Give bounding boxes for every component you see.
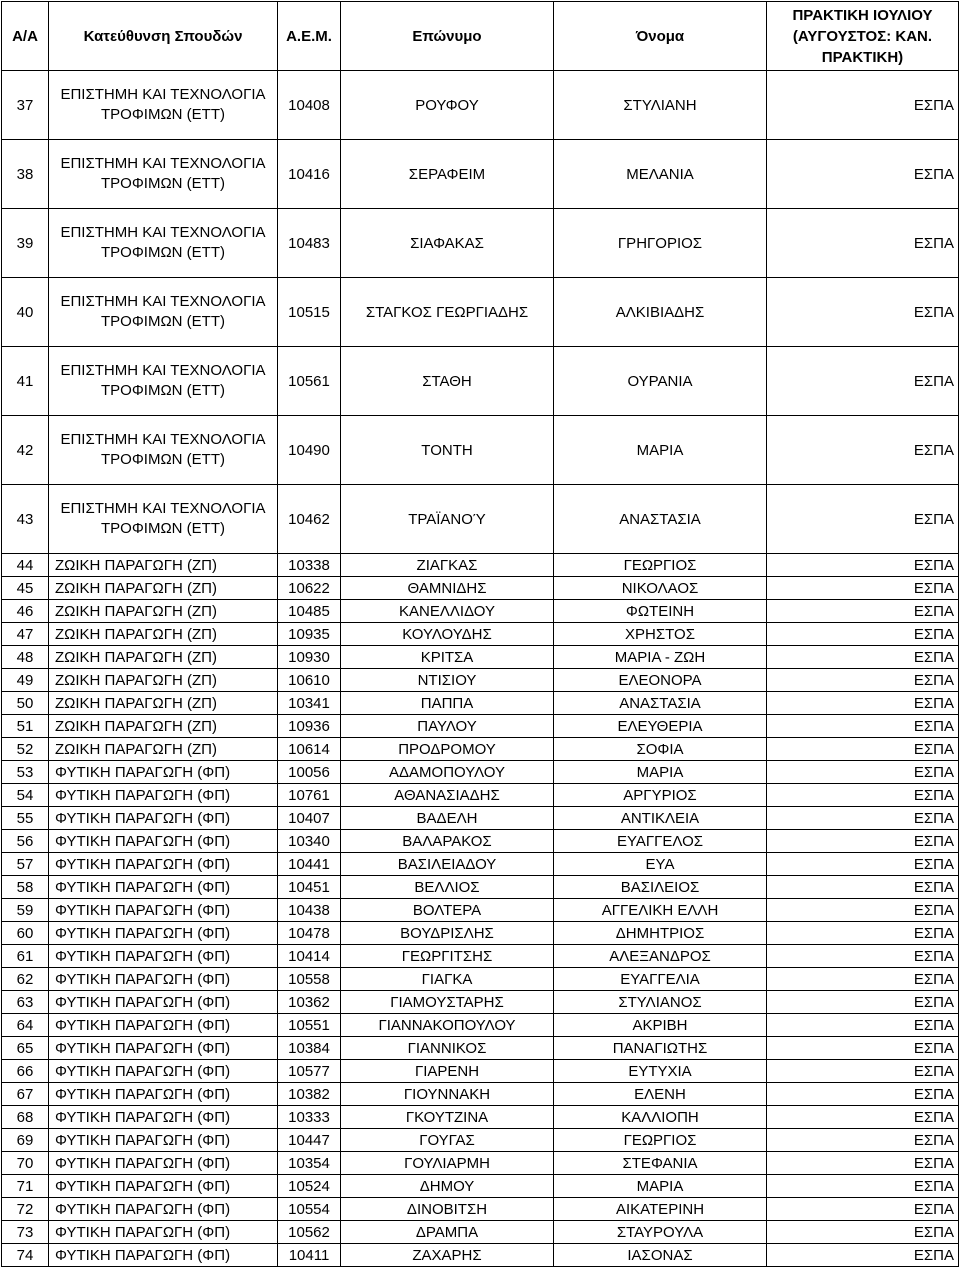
row-number: 37	[2, 71, 49, 140]
row-aem: 10562	[278, 1221, 341, 1244]
row-specialty: ΦΥΤΙΚΗ ΠΑΡΑΓΩΓΗ (ΦΠ)	[49, 1106, 278, 1129]
row-name: ΚΑΛΛΙΟΠΗ	[554, 1106, 767, 1129]
row-number: 70	[2, 1152, 49, 1175]
row-specialty: ΕΠΙΣΤΗΜΗ ΚΑΙ ΤΕΧΝΟΛΟΓΙΑ ΤΡΟΦΙΜΩΝ (ΕΤΤ)	[49, 278, 278, 347]
row-aem: 10382	[278, 1083, 341, 1106]
row-funding: ΕΣΠΑ	[767, 1221, 959, 1244]
row-number: 51	[2, 715, 49, 738]
row-name: ΜΑΡΙΑ	[554, 416, 767, 485]
row-name: ΣΤΕΦΑΝΙΑ	[554, 1152, 767, 1175]
row-aem: 10515	[278, 278, 341, 347]
row-aem: 10362	[278, 991, 341, 1014]
row-name: ΜΕΛΑΝΙΑ	[554, 140, 767, 209]
row-funding: ΕΣΠΑ	[767, 807, 959, 830]
row-specialty: ΕΠΙΣΤΗΜΗ ΚΑΙ ΤΕΧΝΟΛΟΓΙΑ ΤΡΟΦΙΜΩΝ (ΕΤΤ)	[49, 347, 278, 416]
row-specialty: ΦΥΤΙΚΗ ΠΑΡΑΓΩΓΗ (ΦΠ)	[49, 1221, 278, 1244]
row-surname: ΓΙΟΥΝΝΑΚΗ	[341, 1083, 554, 1106]
row-name: ΧΡΗΣΤΟΣ	[554, 623, 767, 646]
row-name: ΜΑΡΙΑ	[554, 1175, 767, 1198]
row-number: 73	[2, 1221, 49, 1244]
row-number: 67	[2, 1083, 49, 1106]
table-row	[2, 209, 959, 278]
table-row	[2, 1221, 959, 1244]
row-funding: ΕΣΠΑ	[767, 1244, 959, 1267]
row-aem: 10411	[278, 1244, 341, 1267]
row-aem: 10333	[278, 1106, 341, 1129]
row-name: ΑΚΡΙΒΗ	[554, 1014, 767, 1037]
table-row	[2, 853, 959, 876]
row-funding: ΕΣΠΑ	[767, 692, 959, 715]
table-row	[2, 1152, 959, 1175]
row-number: 59	[2, 899, 49, 922]
row-aem: 10478	[278, 922, 341, 945]
row-funding: ΕΣΠΑ	[767, 140, 959, 209]
row-specialty: ΦΥΤΙΚΗ ΠΑΡΑΓΩΓΗ (ΦΠ)	[49, 968, 278, 991]
table-row	[2, 1083, 959, 1106]
row-aem: 10340	[278, 830, 341, 853]
row-number: 53	[2, 761, 49, 784]
row-specialty: ΦΥΤΙΚΗ ΠΑΡΑΓΩΓΗ (ΦΠ)	[49, 1175, 278, 1198]
row-number: 62	[2, 968, 49, 991]
row-specialty: ΕΠΙΣΤΗΜΗ ΚΑΙ ΤΕΧΝΟΛΟΓΙΑ ΤΡΟΦΙΜΩΝ (ΕΤΤ)	[49, 71, 278, 140]
row-specialty: ΦΥΤΙΚΗ ΠΑΡΑΓΩΓΗ (ΦΠ)	[49, 1198, 278, 1221]
table-row	[2, 1060, 959, 1083]
row-number: 52	[2, 738, 49, 761]
row-number: 42	[2, 416, 49, 485]
row-name: ΕΛΕΥΘΕΡΙΑ	[554, 715, 767, 738]
row-surname: ΓΙΑΝΝΑΚΟΠΟΥΛΟΥ	[341, 1014, 554, 1037]
row-specialty: ΦΥΤΙΚΗ ΠΑΡΑΓΩΓΗ (ΦΠ)	[49, 922, 278, 945]
table-row	[2, 140, 959, 209]
table-row	[2, 784, 959, 807]
row-number: 47	[2, 623, 49, 646]
row-funding: ΕΣΠΑ	[767, 1037, 959, 1060]
row-aem: 10930	[278, 646, 341, 669]
row-name: ΑΡΓΥΡΙΟΣ	[554, 784, 767, 807]
row-specialty: ΖΩΙΚΗ ΠΑΡΑΓΩΓΗ (ΖΠ)	[49, 554, 278, 577]
row-funding: ΕΣΠΑ	[767, 715, 959, 738]
row-name: ΔΗΜΗΤΡΙΟΣ	[554, 922, 767, 945]
row-funding: ΕΣΠΑ	[767, 899, 959, 922]
table-row	[2, 968, 959, 991]
table-row	[2, 1014, 959, 1037]
row-number: 43	[2, 485, 49, 554]
row-funding: ΕΣΠΑ	[767, 968, 959, 991]
row-aem: 10558	[278, 968, 341, 991]
row-specialty: ΦΥΤΙΚΗ ΠΑΡΑΓΩΓΗ (ΦΠ)	[49, 1152, 278, 1175]
table-row	[2, 1037, 959, 1060]
row-specialty: ΦΥΤΙΚΗ ΠΑΡΑΓΩΓΗ (ΦΠ)	[49, 830, 278, 853]
row-surname: ΓΙΑΜΟΥΣΤΑΡΗΣ	[341, 991, 554, 1014]
row-funding: ΕΣΠΑ	[767, 991, 959, 1014]
row-name: ΕΛΕΝΗ	[554, 1083, 767, 1106]
row-funding: ΕΣΠΑ	[767, 646, 959, 669]
header-name: Όνομα	[554, 2, 767, 71]
row-name: ΜΑΡΙΑ - ΖΩΗ	[554, 646, 767, 669]
row-surname: ΒΟΥΔΡΙΣΛΗΣ	[341, 922, 554, 945]
row-number: 49	[2, 669, 49, 692]
table-row	[2, 761, 959, 784]
row-number: 57	[2, 853, 49, 876]
row-name: ΑΝΑΣΤΑΣΙΑ	[554, 692, 767, 715]
table-row	[2, 830, 959, 853]
row-name: ΣΤΥΛΙΑΝΟΣ	[554, 991, 767, 1014]
row-number: 64	[2, 1014, 49, 1037]
header-aem: Α.Ε.Μ.	[278, 2, 341, 71]
row-specialty: ΖΩΙΚΗ ΠΑΡΑΓΩΓΗ (ΖΠ)	[49, 646, 278, 669]
row-number: 55	[2, 807, 49, 830]
row-funding: ΕΣΠΑ	[767, 71, 959, 140]
header-specialty: Κατεύθυνση Σπουδών	[49, 2, 278, 71]
row-number: 58	[2, 876, 49, 899]
row-aem: 10338	[278, 554, 341, 577]
row-funding: ΕΣΠΑ	[767, 853, 959, 876]
row-aem: 10561	[278, 347, 341, 416]
row-specialty: ΦΥΤΙΚΗ ΠΑΡΑΓΩΓΗ (ΦΠ)	[49, 1083, 278, 1106]
row-number: 71	[2, 1175, 49, 1198]
row-specialty: ΖΩΙΚΗ ΠΑΡΑΓΩΓΗ (ΖΠ)	[49, 623, 278, 646]
row-funding: ΕΣΠΑ	[767, 577, 959, 600]
row-number: 72	[2, 1198, 49, 1221]
row-specialty: ΦΥΤΙΚΗ ΠΑΡΑΓΩΓΗ (ΦΠ)	[49, 945, 278, 968]
row-aem: 10622	[278, 577, 341, 600]
row-name: ΓΕΩΡΓΙΟΣ	[554, 1129, 767, 1152]
row-number: 50	[2, 692, 49, 715]
table-row	[2, 738, 959, 761]
row-number: 44	[2, 554, 49, 577]
row-surname: ΠΑΥΛΟΥ	[341, 715, 554, 738]
row-surname: ΔΡΑΜΠΑ	[341, 1221, 554, 1244]
row-surname: ΓΚΟΥΤΖΙΝΑ	[341, 1106, 554, 1129]
table-row	[2, 347, 959, 416]
row-name: ΕΥΑΓΓΕΛΟΣ	[554, 830, 767, 853]
row-surname: ΓΕΩΡΓΙΤΣΗΣ	[341, 945, 554, 968]
row-specialty: ΦΥΤΙΚΗ ΠΑΡΑΓΩΓΗ (ΦΠ)	[49, 1060, 278, 1083]
row-specialty: ΦΥΤΙΚΗ ΠΑΡΑΓΩΓΗ (ΦΠ)	[49, 876, 278, 899]
row-name: ΒΑΣΙΛΕΙΟΣ	[554, 876, 767, 899]
row-funding: ΕΣΠΑ	[767, 347, 959, 416]
row-funding: ΕΣΠΑ	[767, 945, 959, 968]
row-specialty: ΦΥΤΙΚΗ ΠΑΡΑΓΩΓΗ (ΦΠ)	[49, 807, 278, 830]
row-funding: ΕΣΠΑ	[767, 1060, 959, 1083]
row-specialty: ΦΥΤΙΚΗ ΠΑΡΑΓΩΓΗ (ΦΠ)	[49, 899, 278, 922]
row-aem: 10483	[278, 209, 341, 278]
row-surname: ΓΟΥΓΑΣ	[341, 1129, 554, 1152]
row-number: 68	[2, 1106, 49, 1129]
row-name: ΑΛΕΞΑΝΔΡΟΣ	[554, 945, 767, 968]
row-aem: 10524	[278, 1175, 341, 1198]
row-funding: ΕΣΠΑ	[767, 830, 959, 853]
row-funding: ΕΣΠΑ	[767, 623, 959, 646]
row-specialty: ΦΥΤΙΚΗ ΠΑΡΑΓΩΓΗ (ΦΠ)	[49, 1037, 278, 1060]
row-surname: ΠΑΠΠΑ	[341, 692, 554, 715]
row-specialty: ΦΥΤΙΚΗ ΠΑΡΑΓΩΓΗ (ΦΠ)	[49, 991, 278, 1014]
row-funding: ΕΣΠΑ	[767, 554, 959, 577]
row-name: ΜΑΡΙΑ	[554, 761, 767, 784]
row-surname: ΓΟΥΛΙΑΡΜΗ	[341, 1152, 554, 1175]
row-surname: ΑΔΑΜΟΠΟΥΛΟΥ	[341, 761, 554, 784]
row-surname: ΣΤΑΓΚΟΣ ΓΕΩΡΓΙΑΔΗΣ	[341, 278, 554, 347]
row-aem: 10056	[278, 761, 341, 784]
row-name: ΕΥΑΓΓΕΛΙΑ	[554, 968, 767, 991]
row-surname: ΤΟΝΤΗ	[341, 416, 554, 485]
header-row	[2, 2, 959, 71]
row-number: 61	[2, 945, 49, 968]
header-internship: ΠΡΑΚΤΙΚΗ ΙΟΥΛΙΟΥ (ΑΥΓΟΥΣΤΟΣ: ΚΑΝ. ΠΡΑΚΤΙΚΗ)	[767, 2, 959, 71]
row-specialty: ΖΩΙΚΗ ΠΑΡΑΓΩΓΗ (ΖΠ)	[49, 715, 278, 738]
row-funding: ΕΣΠΑ	[767, 278, 959, 347]
row-aem: 10614	[278, 738, 341, 761]
row-aem: 10551	[278, 1014, 341, 1037]
row-surname: ΔΙΝΟΒΙΤΣΗ	[341, 1198, 554, 1221]
row-specialty: ΦΥΤΙΚΗ ΠΑΡΑΓΩΓΗ (ΦΠ)	[49, 1014, 278, 1037]
row-aem: 10407	[278, 807, 341, 830]
row-aem: 10485	[278, 600, 341, 623]
row-funding: ΕΣΠΑ	[767, 1129, 959, 1152]
row-funding: ΕΣΠΑ	[767, 485, 959, 554]
table-row	[2, 1129, 959, 1152]
row-name: ΑΛΚΙΒΙΑΔΗΣ	[554, 278, 767, 347]
row-name: ΕΥΑ	[554, 853, 767, 876]
row-name: ΑΓΓΕΛΙΚΗ ΕΛΛΗ	[554, 899, 767, 922]
table-row	[2, 577, 959, 600]
row-funding: ΕΣΠΑ	[767, 761, 959, 784]
table-row	[2, 1175, 959, 1198]
row-surname: ΝΤΙΣΙΟΥ	[341, 669, 554, 692]
row-aem: 10438	[278, 899, 341, 922]
row-surname: ΖΙΑΓΚΑΣ	[341, 554, 554, 577]
row-name: ΑΝΤΙΚΛΕΙΑ	[554, 807, 767, 830]
row-number: 66	[2, 1060, 49, 1083]
row-name: ΦΩΤΕΙΝΗ	[554, 600, 767, 623]
row-specialty: ΖΩΙΚΗ ΠΑΡΑΓΩΓΗ (ΖΠ)	[49, 692, 278, 715]
table-row	[2, 922, 959, 945]
table-body	[2, 71, 959, 1267]
row-funding: ΕΣΠΑ	[767, 1106, 959, 1129]
row-number: 54	[2, 784, 49, 807]
row-name: ΕΥΤΥΧΙΑ	[554, 1060, 767, 1083]
row-aem: 10554	[278, 1198, 341, 1221]
row-surname: ΣΕΡΑΦΕΙΜ	[341, 140, 554, 209]
table-row	[2, 600, 959, 623]
header-aa: Α/Α	[2, 2, 49, 71]
table-row	[2, 991, 959, 1014]
row-aem: 10936	[278, 715, 341, 738]
row-surname: ΣΤΑΘΗ	[341, 347, 554, 416]
row-name: ΓΕΩΡΓΙΟΣ	[554, 554, 767, 577]
row-specialty: ΕΠΙΣΤΗΜΗ ΚΑΙ ΤΕΧΝΟΛΟΓΙΑ ΤΡΟΦΙΜΩΝ (ΕΤΤ)	[49, 209, 278, 278]
row-number: 60	[2, 922, 49, 945]
row-specialty: ΕΠΙΣΤΗΜΗ ΚΑΙ ΤΕΧΝΟΛΟΓΙΑ ΤΡΟΦΙΜΩΝ (ΕΤΤ)	[49, 140, 278, 209]
table-row	[2, 646, 959, 669]
table-row	[2, 1244, 959, 1267]
row-specialty: ΖΩΙΚΗ ΠΑΡΑΓΩΓΗ (ΖΠ)	[49, 600, 278, 623]
table-row	[2, 876, 959, 899]
row-aem: 10414	[278, 945, 341, 968]
row-name: ΑΝΑΣΤΑΣΙΑ	[554, 485, 767, 554]
row-name: ΟΥΡΑΝΙΑ	[554, 347, 767, 416]
row-specialty: ΦΥΤΙΚΗ ΠΑΡΑΓΩΓΗ (ΦΠ)	[49, 761, 278, 784]
row-funding: ΕΣΠΑ	[767, 1198, 959, 1221]
row-surname: ΚΟΥΛΟΥΔΗΣ	[341, 623, 554, 646]
row-aem: 10761	[278, 784, 341, 807]
row-surname: ΚΡΙΤΣΑ	[341, 646, 554, 669]
table-row	[2, 899, 959, 922]
row-surname: ΘΑΜΝΙΔΗΣ	[341, 577, 554, 600]
row-number: 40	[2, 278, 49, 347]
row-number: 41	[2, 347, 49, 416]
row-number: 45	[2, 577, 49, 600]
row-aem: 10416	[278, 140, 341, 209]
table-row	[2, 623, 959, 646]
row-name: ΓΡΗΓΟΡΙΟΣ	[554, 209, 767, 278]
table-row	[2, 692, 959, 715]
table-row	[2, 485, 959, 554]
row-surname: ΓΙΑΝΝΙΚΟΣ	[341, 1037, 554, 1060]
row-name: ΑΙΚΑΤΕΡΙΝΗ	[554, 1198, 767, 1221]
row-funding: ΕΣΠΑ	[767, 416, 959, 485]
row-number: 38	[2, 140, 49, 209]
row-aem: 10384	[278, 1037, 341, 1060]
row-specialty: ΖΩΙΚΗ ΠΑΡΑΓΩΓΗ (ΖΠ)	[49, 577, 278, 600]
row-name: ΝΙΚΟΛΑΟΣ	[554, 577, 767, 600]
row-number: 74	[2, 1244, 49, 1267]
students-table	[1, 1, 959, 1267]
row-specialty: ΖΩΙΚΗ ΠΑΡΑΓΩΓΗ (ΖΠ)	[49, 669, 278, 692]
row-surname: ΒΕΛΛΙΟΣ	[341, 876, 554, 899]
row-name: ΕΛΕΟΝΟΡΑ	[554, 669, 767, 692]
row-surname: ΑΘΑΝΑΣΙΑΔΗΣ	[341, 784, 554, 807]
row-number: 69	[2, 1129, 49, 1152]
row-aem: 10341	[278, 692, 341, 715]
table-row	[2, 807, 959, 830]
row-funding: ΕΣΠΑ	[767, 1175, 959, 1198]
row-surname: ΤΡΑΪΑΝΟΎ	[341, 485, 554, 554]
row-aem: 10441	[278, 853, 341, 876]
row-aem: 10577	[278, 1060, 341, 1083]
header-surname: Επώνυμο	[341, 2, 554, 71]
row-number: 48	[2, 646, 49, 669]
row-number: 39	[2, 209, 49, 278]
row-funding: ΕΣΠΑ	[767, 1083, 959, 1106]
row-surname: ΠΡΟΔΡΟΜΟΥ	[341, 738, 554, 761]
row-number: 63	[2, 991, 49, 1014]
row-surname: ΒΑΔΕΛΗ	[341, 807, 554, 830]
row-number: 46	[2, 600, 49, 623]
row-surname: ΒΑΣΙΛΕΙΑΔΟΥ	[341, 853, 554, 876]
row-surname: ΖΑΧΑΡΗΣ	[341, 1244, 554, 1267]
row-aem: 10462	[278, 485, 341, 554]
row-aem: 10354	[278, 1152, 341, 1175]
table-row	[2, 416, 959, 485]
table-row	[2, 1198, 959, 1221]
row-specialty: ΕΠΙΣΤΗΜΗ ΚΑΙ ΤΕΧΝΟΛΟΓΙΑ ΤΡΟΦΙΜΩΝ (ΕΤΤ)	[49, 416, 278, 485]
row-surname: ΣΙΑΦΑΚΑΣ	[341, 209, 554, 278]
row-funding: ΕΣΠΑ	[767, 922, 959, 945]
row-specialty: ΦΥΤΙΚΗ ΠΑΡΑΓΩΓΗ (ΦΠ)	[49, 1129, 278, 1152]
row-aem: 10610	[278, 669, 341, 692]
row-funding: ΕΣΠΑ	[767, 738, 959, 761]
row-funding: ΕΣΠΑ	[767, 784, 959, 807]
row-aem: 10447	[278, 1129, 341, 1152]
table-row	[2, 278, 959, 347]
row-aem: 10935	[278, 623, 341, 646]
row-name: ΙΑΣΟΝΑΣ	[554, 1244, 767, 1267]
row-surname: ΔΗΜΟΥ	[341, 1175, 554, 1198]
row-number: 56	[2, 830, 49, 853]
row-funding: ΕΣΠΑ	[767, 1014, 959, 1037]
row-surname: ΒΑΛΑΡΑΚΟΣ	[341, 830, 554, 853]
table-row	[2, 1106, 959, 1129]
row-aem: 10408	[278, 71, 341, 140]
row-name: ΣΟΦΙΑ	[554, 738, 767, 761]
table-row	[2, 71, 959, 140]
row-surname: ΚΑΝΕΛΛΙΔΟΥ	[341, 600, 554, 623]
row-funding: ΕΣΠΑ	[767, 1152, 959, 1175]
row-name: ΣΤΑΥΡΟΥΛΑ	[554, 1221, 767, 1244]
row-name: ΣΤΥΛΙΑΝΗ	[554, 71, 767, 140]
row-surname: ΒΟΛΤΕΡΑ	[341, 899, 554, 922]
row-funding: ΕΣΠΑ	[767, 669, 959, 692]
row-surname: ΓΙΑΡΕΝΗ	[341, 1060, 554, 1083]
row-specialty: ΕΠΙΣΤΗΜΗ ΚΑΙ ΤΕΧΝΟΛΟΓΙΑ ΤΡΟΦΙΜΩΝ (ΕΤΤ)	[49, 485, 278, 554]
row-specialty: ΖΩΙΚΗ ΠΑΡΑΓΩΓΗ (ΖΠ)	[49, 738, 278, 761]
row-name: ΠΑΝΑΓΙΩΤΗΣ	[554, 1037, 767, 1060]
row-number: 65	[2, 1037, 49, 1060]
table-row	[2, 715, 959, 738]
row-funding: ΕΣΠΑ	[767, 600, 959, 623]
row-aem: 10490	[278, 416, 341, 485]
row-specialty: ΦΥΤΙΚΗ ΠΑΡΑΓΩΓΗ (ΦΠ)	[49, 784, 278, 807]
row-funding: ΕΣΠΑ	[767, 876, 959, 899]
row-specialty: ΦΥΤΙΚΗ ΠΑΡΑΓΩΓΗ (ΦΠ)	[49, 1244, 278, 1267]
row-specialty: ΦΥΤΙΚΗ ΠΑΡΑΓΩΓΗ (ΦΠ)	[49, 853, 278, 876]
row-surname: ΓΙΑΓΚΑ	[341, 968, 554, 991]
table-row	[2, 554, 959, 577]
table-row	[2, 669, 959, 692]
row-surname: ΡΟΥΦΟΥ	[341, 71, 554, 140]
table-row	[2, 945, 959, 968]
row-funding: ΕΣΠΑ	[767, 209, 959, 278]
row-aem: 10451	[278, 876, 341, 899]
